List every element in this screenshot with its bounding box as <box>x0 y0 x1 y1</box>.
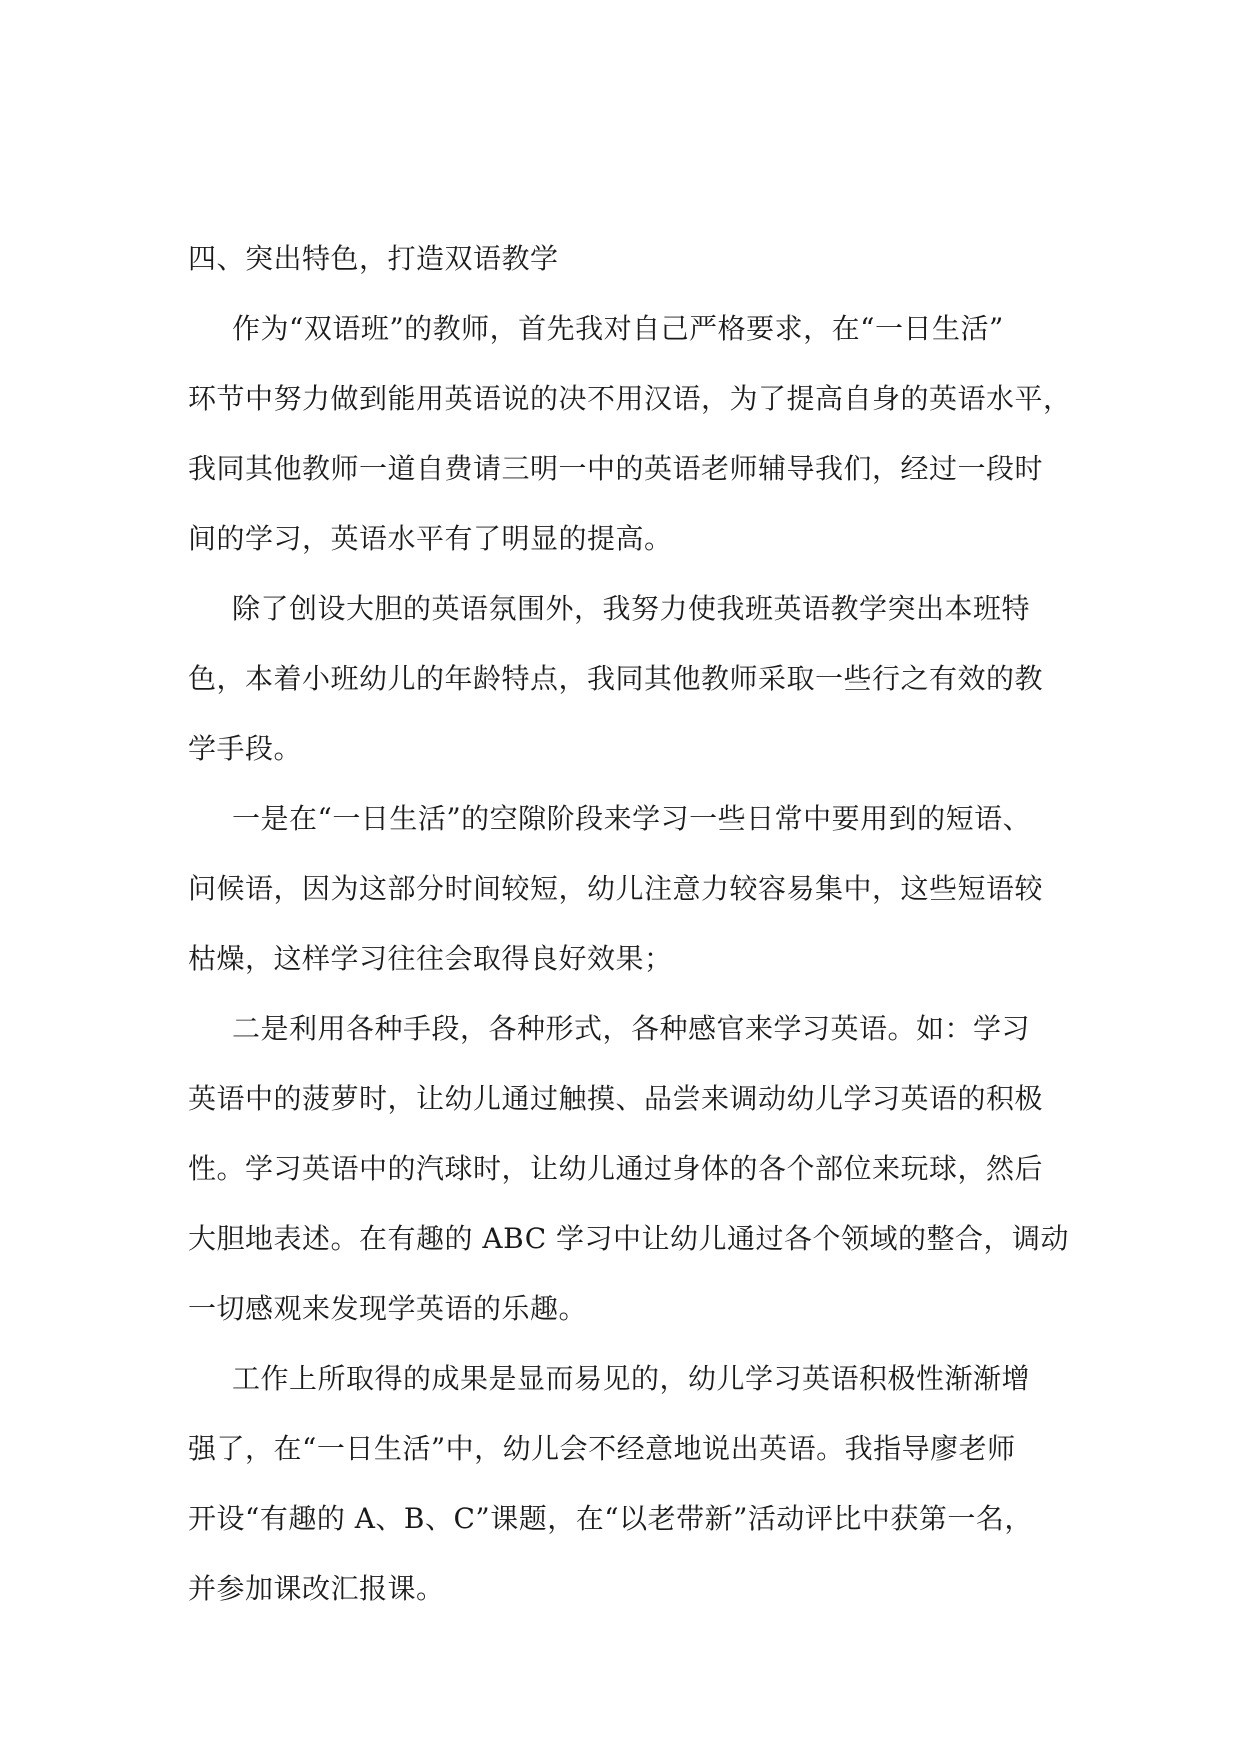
paragraph-5-line-3: 开设“有趣的 A、B、C”课题，在“以老带新”活动评比中获第一名， <box>188 1502 1033 1535</box>
paragraph-5-line-1: 工作上所取得的成果是显而易见的，幼儿学习英语积极性渐渐增 <box>232 1362 1031 1395</box>
paragraph-4-line-3: 性。学习英语中的汽球时，让幼儿通过身体的各个部位来玩球，然后 <box>188 1152 1044 1185</box>
paragraph-5-line-2: 强了，在“一日生活”中，幼儿会不经意地说出英语。我指导廖老师 <box>188 1432 1016 1465</box>
paragraph-3-line-1: 一是在“一日生活”的空隙阶段来学习一些日常中要用到的短语、 <box>232 802 1032 835</box>
paragraph-1-line-2: 环节中努力做到能用英语说的决不用汉语，为了提高自身的英语水平， <box>188 382 1072 415</box>
paragraph-3-line-3: 枯燥，这样学习往往会取得良好效果； <box>188 942 673 975</box>
document-body <box>188 224 1072 1624</box>
section-heading: 四、突出特色，打造双语教学 <box>188 242 559 275</box>
paragraph-1-line-3: 我同其他教师一道自费请三明一中的英语老师辅导我们，经过一段时 <box>188 452 1044 485</box>
paragraph-2-line-2: 色，本着小班幼儿的年龄特点，我同其他教师采取一些行之有效的教 <box>188 662 1044 695</box>
paragraph-4-line-4: 大胆地表述。在有趣的 ABC 学习中让幼儿通过各个领域的整合，调动 <box>188 1222 1070 1255</box>
paragraph-2-line-1: 除了创设大胆的英语氛围外，我努力使我班英语教学突出本班特 <box>232 592 1031 625</box>
paragraph-5-line-4: 并参加课改汇报课。 <box>188 1572 445 1605</box>
paragraph-4-line-2: 英语中的菠萝时，让幼儿通过触摸、品尝来调动幼儿学习英语的积极 <box>188 1082 1044 1115</box>
paragraph-1-line-1: 作为“双语班”的教师，首先我对自己严格要求，在“一日生活” <box>232 312 1004 345</box>
paragraph-3-line-2: 问候语，因为这部分时间较短，幼儿注意力较容易集中，这些短语较 <box>188 872 1044 905</box>
paragraph-1-line-4: 间的学习，英语水平有了明显的提高。 <box>188 522 673 555</box>
paragraph-2-line-3: 学手段。 <box>188 732 303 765</box>
paragraph-4-line-1: 二是利用各种手段，各种形式，各种感官来学习英语。如：学习 <box>232 1012 1031 1045</box>
paragraph-4-line-5: 一切感观来发现学英语的乐趣。 <box>188 1292 588 1325</box>
